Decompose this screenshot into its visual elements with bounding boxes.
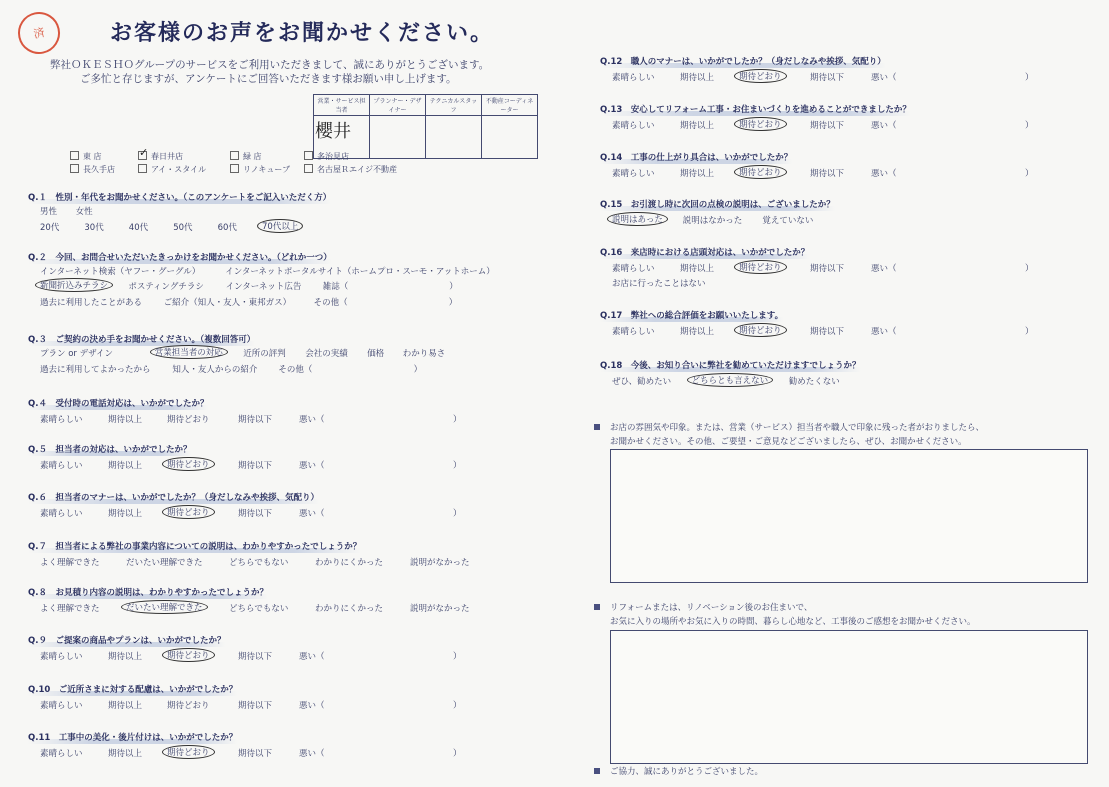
selected-answer[interactable]: 期待どおり [162,505,215,519]
answer-option[interactable]: 期待どおり [167,415,210,425]
answer-option[interactable]: 女性 [75,207,93,217]
answer-option[interactable]: よく理解できた [40,558,100,568]
answer-row [0,375,840,387]
answer-row [0,214,814,226]
answer-row [0,699,560,711]
answer-option: その他（ [313,298,348,308]
answer-option[interactable]: 素晴らしい [612,121,655,131]
question-title-q4: Q.４ 受付時の電話対応は、いかがでしたか？ [28,399,209,409]
answer-option[interactable]: 40代 [128,223,149,233]
comment-1-line-1: お店の雰囲気や印象。または、営業（サービス）担当者や職人で印象に残った者がおりましたら、 [610,423,985,433]
answer-option[interactable]: 30代 [84,223,104,233]
answer-row [0,602,560,614]
staff-header: 不動産コーディネーター [482,95,538,116]
answer-option[interactable]: 素晴らしい [612,73,655,83]
staff-header: プランナー・デザイナー [370,95,426,116]
answer-option: ） [449,282,458,292]
comment-2-line-2: お気に入りの場所やお気に入りの時間、暮らし心地など、工事後のご感想をお聞かせください。 [610,617,976,627]
answer-option: ） [453,749,462,759]
selected-answer[interactable]: 期待どおり [734,260,787,274]
selected-answer[interactable]: 70代以上 [257,219,303,233]
question-title-q17: Q.17 弊社への総合評価をお願いいたします。 [600,311,784,321]
answer-option: 悪い（ [299,652,325,662]
staff-header: テクニカルスタッフ [426,95,482,116]
question-title-q11: Q.11 工事中の美化・後片付けは、いかがでしたか？ [28,733,238,743]
answer-option[interactable]: 期待以上 [108,652,143,662]
selected-answer[interactable]: どちらとも言えない [687,373,774,387]
answer-option[interactable]: インターネットポータルサイト（ホームプロ・スーモ・アットホーム） [225,267,495,277]
answer-option: 悪い（ [299,749,325,759]
page-title: お客様のお声をお聞かせください。 [110,21,495,46]
answer-option: ） [453,652,462,662]
branch-label: 緑 店 [243,152,262,161]
answer-option[interactable]: わかりにくかった [315,604,384,614]
selected-answer[interactable]: だいたい理解できた [121,600,208,614]
selected-answer[interactable]: 期待どおり [734,165,787,179]
answer-row [0,413,560,425]
answer-option[interactable]: インターネット広告 [225,282,302,292]
answer-option[interactable]: 50代 [173,223,193,233]
selected-answer[interactable]: 期待どおり [162,648,215,662]
thanks-text: ご協力、誠にありがとうございました。 [610,767,764,777]
answer-row [0,556,560,568]
answer-option: ） [1025,264,1034,274]
branch-label: リノキューブ [243,165,290,174]
answer-option[interactable]: 期待以下 [238,749,273,759]
question-title-q8: Q.８ お見積り内容の説明は、わかりやすかったでしょうか？ [28,588,268,598]
answer-option[interactable]: 期待以上 [108,701,143,711]
answer-option: ） [453,509,462,519]
answer-option[interactable]: 過去に利用したことがある [40,298,143,308]
answer-option[interactable]: インターネット検索（ヤフー・グーグル） [40,267,201,277]
answer-option[interactable]: 過去に利用してよかったから [40,365,151,375]
answer-option[interactable]: ポスティングチラシ [128,282,204,292]
comment-1-prompt [594,421,984,433]
checkbox-icon[interactable] [138,151,147,160]
answer-row [0,650,560,662]
answer-option: ） [1025,121,1034,131]
answer-row [0,363,560,375]
answer-option[interactable]: 期待以下 [810,73,845,83]
answer-option[interactable]: 素晴らしい [40,509,83,519]
question-title-q5: Q.５ 担当者の対応は、いかがでしたか？ [28,445,192,455]
answer-row [0,71,1034,83]
answer-option: 悪い（ [299,509,325,519]
question-title-q16: Q.16 来店時における店頭対応は、いかがでしたか？ [600,248,810,258]
answer-option: 悪い（ [871,264,897,274]
question-title-q1: Q.１ 性別・年代をお聞かせください。（このアンケートをご記入いただく方） [28,193,332,203]
answer-option: 悪い（ [299,461,325,471]
question-title-q14: Q.14 工事の仕上がり具合は、いかがでしたか？ [600,153,793,163]
branch-label: 東 店 [83,152,102,161]
question-title-q10: Q.10 ご近所さまに対する配慮は、いかがでしたか？ [28,685,238,695]
answer-option: ） [453,701,462,711]
question-title-q2: Q.２ 今回、お問合せいただいたきっかけをお聞かせください。（どれか一つ） [28,253,332,263]
answer-option[interactable]: 素晴らしい [40,652,83,662]
intro-line-1: 弊社ＯＫＥＳＨＯグループのサービスをご利用いただきまして、誠にありがとうございます。 [50,59,490,71]
answer-option[interactable]: 男性 [40,207,58,217]
branch-option[interactable] [138,151,230,162]
answer-option[interactable]: 期待以上 [680,169,715,179]
selected-answer[interactable]: 説明はあった [607,212,668,226]
answer-option: ） [448,298,458,308]
answer-option[interactable]: 近所の評判 [243,349,286,359]
question-title-q9: Q.９ ご提案の商品やプランは、いかがでしたか？ [28,636,226,646]
answer-row [0,347,560,359]
question-title-q18: Q.18 今後、お知り合いに弊社を勧めていただけますでしょうか？ [600,361,861,371]
answer-option[interactable]: 期待以上 [108,509,143,519]
answer-option[interactable]: 価格 [367,349,385,359]
answer-option[interactable]: 会社の実績 [305,349,348,359]
answer-option[interactable]: プラン or デザイン [40,349,114,359]
branch-option[interactable] [304,151,404,162]
answer-option: 悪い（ [299,415,325,425]
answer-option[interactable]: 素晴らしい [612,327,655,337]
selected-answer[interactable]: 営業担当者の対応 [150,345,228,359]
answer-option[interactable]: 説明がなかった [410,604,470,614]
selected-answer[interactable]: 期待どおり [734,117,787,131]
bullet-square-icon [594,768,600,774]
answer-option[interactable]: 素晴らしい [40,461,83,471]
question-title-q12: Q.12 職人のマナーは、いかがでしたか？（身だしなみや挨拶、気配り） [600,57,886,67]
answer-option[interactable]: 期待以下 [810,169,845,179]
answer-option[interactable]: 60代 [217,223,237,233]
branch-label: 名古屋Ｒエイジ不動産 [317,165,397,174]
answer-option: ） [1025,169,1034,179]
answer-option[interactable]: 期待以下 [238,509,273,519]
comment-2-textbox[interactable] [610,630,1088,764]
processed-stamp [14,8,64,58]
answer-option[interactable]: 勧めたくない [788,377,840,387]
answer-option[interactable]: 期待以下 [810,327,845,337]
answer-option: ） [1025,73,1034,83]
answer-row [0,459,560,471]
answer-option: 悪い（ [871,73,897,83]
answer-option[interactable]: 素晴らしい [612,264,655,274]
answer-option[interactable]: ご紹介（知人・友人・東邦ガス） [163,298,292,308]
answer-option[interactable]: 期待以下 [810,121,845,131]
answer-option: 悪い（ [871,169,897,179]
staff-header: 営業・サービス担当者 [314,95,370,116]
question-title-q6: Q.６ 担当者のマナーは、いかがでしたか？（身だしなみや挨拶、気配り） [28,493,319,503]
question-title-q7: Q.７ 担当者による弊社の事業内容についての説明は、わかりやすかったでしょうか？ [28,542,362,552]
checkbox-icon[interactable] [304,151,313,160]
answer-option[interactable]: 期待どおり [167,701,210,711]
answer-option[interactable]: 期待以上 [680,73,715,83]
question-title-q15: Q.15 お引渡し時に次回の点検の説明は、ございましたか？ [600,200,835,210]
answer-row [0,167,1034,179]
answer-option: 雑誌（ [322,282,349,292]
answer-option[interactable]: 期待以上 [108,415,143,425]
branch-label: アイ・スタイル [151,165,207,174]
answer-option[interactable]: 説明がなかった [410,558,470,568]
answer-option[interactable]: わかり易さ [402,349,446,359]
answer-option: ） [413,365,423,375]
answer-option: その他（ [278,365,313,375]
selected-answer[interactable]: 期待どおり [734,69,787,83]
branch-option[interactable] [70,151,138,162]
answer-row [0,747,560,759]
answer-option[interactable]: 素晴らしい [40,701,83,711]
answer-option[interactable]: 期待以上 [108,461,143,471]
thanks-footer [594,765,763,777]
answer-option: 悪い（ [299,701,325,711]
answer-option[interactable]: お店に行ったことはない [612,279,706,289]
answer-option[interactable]: どちらでもない [229,604,289,614]
branch-label: 春日井店 [151,152,183,161]
answer-option[interactable]: 期待以上 [108,749,143,759]
branch-option[interactable] [230,151,304,162]
answer-row [0,119,1034,131]
answer-option[interactable]: 素晴らしい [40,749,83,759]
selected-answer[interactable]: 期待どおり [734,323,787,337]
answer-row [0,277,706,289]
question-title-q13: Q.13 安心してリフォーム工事・お住まいづくりを進めることができましたか？ [600,105,911,115]
comment-2-prompt [594,601,812,613]
answer-option[interactable]: 20代 [40,223,60,233]
answer-option[interactable]: 期待以下 [238,415,273,425]
answer-option[interactable]: 期待以上 [680,264,715,274]
stamp-text: 済 [32,25,46,41]
answer-option[interactable]: 覚えていない [762,216,814,226]
answer-option[interactable]: 期待以下 [238,701,273,711]
answer-option: 悪い（ [871,121,897,131]
answer-row [0,325,1034,337]
checkbox-icon[interactable] [70,151,79,160]
selected-answer[interactable]: 期待どおり [162,457,215,471]
branch-label: 長久手店 [83,165,115,174]
bullet-square-icon [594,604,600,610]
question-title-q3: Q.３ ご契約の決め手をお聞かせください。（複数回答可） [28,335,256,345]
answer-option[interactable]: よく理解できた [40,604,100,614]
answer-option[interactable]: だいたい理解できた [126,558,203,568]
answer-option[interactable]: 期待以下 [810,264,845,274]
answer-option[interactable]: 素晴らしい [40,415,83,425]
selected-answer[interactable]: 期待どおり [162,745,215,759]
intro-line-2: ご多忙と存じますが、アンケートにご回答いただきます様お願い申し上げます。 [80,73,457,85]
answer-option[interactable]: 期待以下 [238,652,273,662]
comment-1-line-2: お聞かせください。その他、ご要望・ご意見などございましたら、ぜひ、お聞かせください。 [610,437,967,447]
answer-row [0,507,560,519]
answer-option[interactable]: 期待以上 [680,121,715,131]
answer-option: ） [1025,327,1034,337]
selected-answer[interactable]: 新聞折込みチラシ [35,278,113,292]
comment-1-textbox[interactable] [610,449,1088,583]
answer-row [0,296,560,308]
answer-option[interactable]: 説明はなかった [682,216,743,226]
answer-option: ） [453,415,462,425]
answer-option[interactable]: わかりにくかった [315,558,384,568]
answer-option: 悪い（ [871,327,897,337]
checkbox-icon[interactable] [230,151,239,160]
answer-option[interactable]: 期待以上 [680,327,715,337]
bullet-square-icon [594,424,600,430]
staff-value-sales[interactable]: 櫻井 [314,116,370,159]
answer-option[interactable]: どちらでもない [229,558,289,568]
branch-label: 多治見店 [317,152,349,161]
answer-row [0,262,1034,274]
answer-option[interactable]: ぜひ、勧めたい [612,377,672,387]
answer-option[interactable]: 期待以下 [238,461,273,471]
answer-option[interactable]: 知人・友人からの紹介 [172,365,258,375]
comment-2-line-1: リフォームまたは、リノベーション後のお住まいで、 [610,603,813,613]
answer-option: ） [453,461,462,471]
answer-option[interactable]: 素晴らしい [612,169,655,179]
